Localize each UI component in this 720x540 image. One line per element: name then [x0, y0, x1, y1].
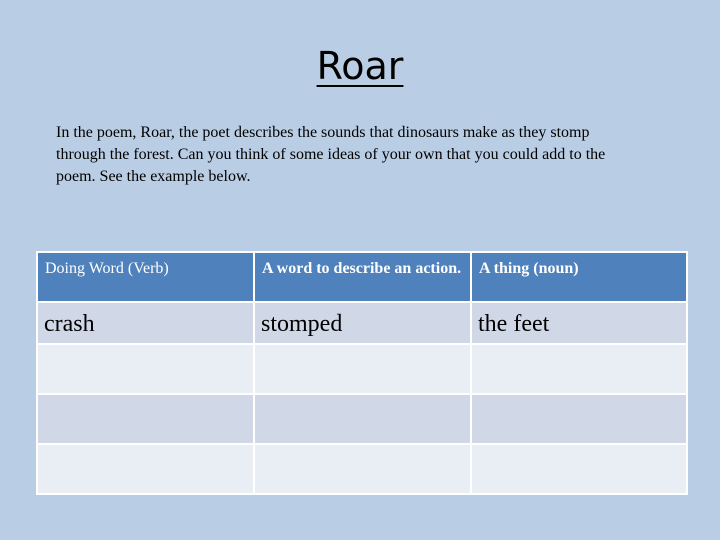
header-verb: Doing Word (Verb) — [37, 252, 254, 302]
intro-paragraph: In the poem, Roar, the poet describes the sounds that dinosaurs make as they stomp through the forest. Can you think of some ideas of your own that you could add to the poem. See the example below. — [56, 124, 606, 185]
table-cell — [254, 394, 471, 444]
table-row — [37, 302, 687, 344]
table-row — [37, 344, 687, 394]
table-cell — [471, 444, 687, 494]
table-cell — [471, 394, 687, 444]
table-cell — [254, 344, 471, 394]
table-cell: stomped — [254, 302, 471, 344]
header-describe: A word to describe an action. — [254, 252, 471, 302]
word-table — [36, 251, 688, 495]
title-text: Roar — [316, 44, 404, 88]
table-cell — [37, 444, 254, 494]
page-title — [0, 42, 720, 90]
table-cell — [254, 444, 471, 494]
table-cell: crash — [37, 302, 254, 344]
table-cell — [37, 344, 254, 394]
table-cell: the feet — [471, 302, 687, 344]
table-header-row — [37, 252, 687, 302]
table-row — [37, 394, 687, 444]
table-cell — [471, 344, 687, 394]
table-cell — [37, 394, 254, 444]
header-noun: A thing (noun) — [471, 252, 687, 302]
table-row — [37, 444, 687, 494]
